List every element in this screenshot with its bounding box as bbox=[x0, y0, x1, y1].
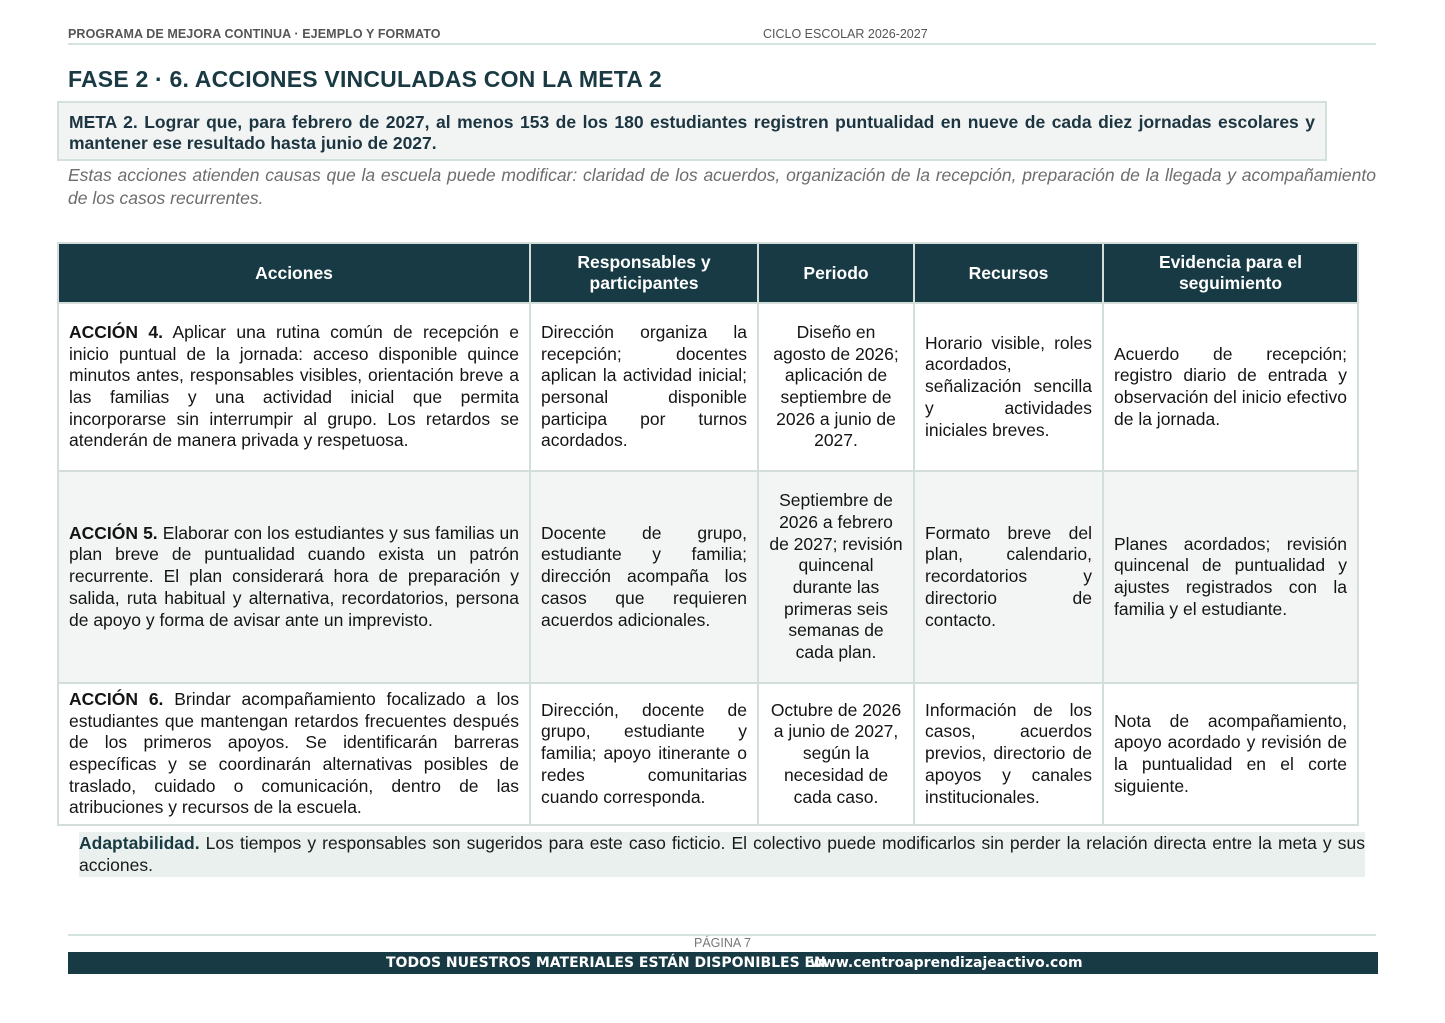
school-cycle: CICLO ESCOLAR 2026-2027 bbox=[763, 27, 928, 41]
banner-text: TODOS NUESTROS MATERIALES ESTÁN DISPONIBLES EN bbox=[386, 955, 826, 971]
header-responsables: Responsables y participantes bbox=[530, 243, 758, 303]
adaptability-label: Adaptabilidad. bbox=[79, 833, 200, 853]
page-header bbox=[68, 27, 1376, 45]
action-title: ACCIÓN 6. bbox=[69, 688, 164, 709]
evidencia-cell: Nota de acompañamiento, apoyo acordado y revisión de la puntualidad en el corte siguiente. bbox=[1103, 683, 1358, 825]
goal-box: META 2. Lograr que, para febrero de 2027, al menos 153 de los 180 estudiantes registren puntualidad en nueve de cada diez jornadas escolares y mantener ese resultado hasta junio de 2027. bbox=[57, 101, 1327, 161]
responsables-cell: Docente de grupo, estudiante y familia; dirección acompaña los casos que requieren acuerdos adicionales. bbox=[530, 471, 758, 683]
responsables-cell: Dirección, docente de grupo, estudiante y familia; apoyo itinerante o redes comunitarias cuando corresponda. bbox=[530, 683, 758, 825]
recursos-cell: Formato breve del plan, calendario, recordatorios y directorio de contacto. bbox=[914, 471, 1103, 683]
action-cell bbox=[58, 683, 530, 825]
responsables-cell: Dirección organiza la recepción; docentes aplican la actividad inicial; personal disponible participa por turnos acordados. bbox=[530, 303, 758, 471]
program-label: PROGRAMA DE MEJORA CONTINUA · EJEMPLO Y FORMATO bbox=[68, 27, 441, 41]
table-row bbox=[58, 683, 1358, 825]
recursos-cell: Horario visible, roles acordados, señalización sencilla y actividades iniciales breves. bbox=[914, 303, 1103, 471]
action-title: ACCIÓN 4. bbox=[69, 321, 164, 342]
action-text: Brindar acompañamiento focalizado a los estudiantes que mantengan retardos frecuentes después de los primeros apoyos. Se identificarán barreras específicas y se coordinarán alternativas posibles de traslado, cuidado o comunicación, dentro de las atribuciones y recursos de la escuela. bbox=[69, 688, 519, 818]
evidencia-cell: Planes acordados; revisión quincenal de puntualidad y ajustes registrados con la familia y el estudiante. bbox=[1103, 471, 1358, 683]
recursos-cell: Información de los casos, acuerdos previos, directorio de apoyos y canales institucionales. bbox=[914, 683, 1103, 825]
actions-table bbox=[57, 242, 1359, 826]
table-row bbox=[58, 303, 1358, 471]
header-recursos: Recursos bbox=[914, 243, 1103, 303]
footer-banner bbox=[68, 952, 1378, 974]
header-actions: Acciones bbox=[58, 243, 530, 303]
periodo-cell: Diseño en agosto de 2026; aplicación de septiembre de 2026 a junio de 2027. bbox=[758, 303, 914, 471]
page-number: PÁGINA 7 bbox=[694, 936, 751, 950]
banner-link[interactable]: www.centroaprendizajeactivo.com bbox=[810, 955, 1083, 971]
intro-text: Estas acciones atienden causas que la escuela puede modificar: claridad de los acuerdos, organización de la recepción, preparación de la llegada y acompañamiento de los casos recurrentes. bbox=[68, 165, 1376, 208]
adaptability-text: Los tiempos y responsables son sugeridos para este caso ficticio. El colectivo puede modificarlos sin perder la relación directa entre la meta y sus acciones. bbox=[79, 833, 1365, 875]
adaptability-note bbox=[79, 832, 1365, 877]
periodo-cell: Octubre de 2026 a junio de 2027, según la necesidad de cada caso. bbox=[758, 683, 914, 825]
action-cell bbox=[58, 471, 530, 683]
action-text: Aplicar una rutina común de recepción e inicio puntual de la jornada: acceso disponible quince minutos antes, responsables visibles, orientación breve a las familias y una actividad inicial que permita incorporarse sin interrumpir al grupo. Los retardos se atenderán de manera privada y respetuosa. bbox=[69, 321, 519, 451]
table-row bbox=[58, 471, 1358, 683]
periodo-cell: Septiembre de 2026 a febrero de 2027; revisión quincenal durante las primeras seis semanas de cada plan. bbox=[758, 471, 914, 683]
table-header-row bbox=[58, 243, 1358, 303]
header-evidencia: Evidencia para el seguimiento bbox=[1103, 243, 1358, 303]
action-title: ACCIÓN 5. bbox=[69, 522, 158, 543]
evidencia-cell: Acuerdo de recepción; registro diario de entrada y observación del inicio efectivo de la jornada. bbox=[1103, 303, 1358, 471]
action-cell bbox=[58, 303, 530, 471]
page-title: FASE 2 · 6. ACCIONES VINCULADAS CON LA META 2 bbox=[68, 66, 662, 92]
header-periodo: Periodo bbox=[758, 243, 914, 303]
action-text: Elaborar con los estudiantes y sus familias un plan breve de puntualidad cuando exista un patrón recurrente. El plan considerará hora de preparación y salida, ruta habitual y alternativa, recordatorios, persona de apoyo y forma de avisar ante un imprevisto. bbox=[69, 522, 519, 630]
